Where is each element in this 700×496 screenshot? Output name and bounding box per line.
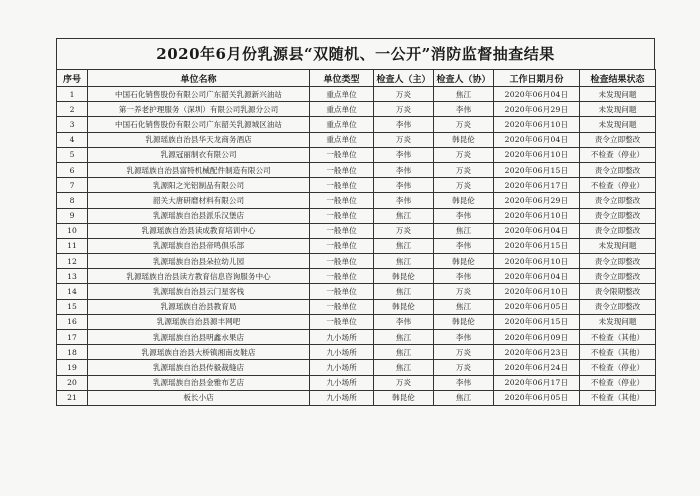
cell-work-date: 2020年06月23日	[494, 345, 580, 360]
cell-unit-name: 乳源瑶族自治县派乐汉堡店	[88, 208, 310, 223]
cell-unit-name: 板长小店	[88, 390, 310, 405]
cell-result-status: 不检查（停业）	[580, 178, 656, 193]
cell-unit-name: 乳源瑶族自治县帝鸣俱乐部	[88, 238, 310, 253]
cell-inspector-assist: 李伟	[434, 238, 494, 253]
cell-index: 21	[57, 390, 88, 405]
cell-work-date: 2020年06月17日	[494, 375, 580, 390]
cell-inspector-assist: 韩昆伦	[434, 254, 494, 269]
cell-result-status: 未发现问题	[580, 102, 656, 117]
table-row	[57, 375, 656, 390]
cell-result-status: 不检查（停业）	[580, 375, 656, 390]
cell-unit-name: 乳源瑶族自治县教育局	[88, 299, 310, 314]
cell-unit-name: 中国石化销售股份有限公司广东韶关乳源城区油站	[88, 117, 310, 132]
cell-index: 2	[57, 102, 88, 117]
cell-index: 20	[57, 375, 88, 390]
cell-work-date: 2020年06月04日	[494, 223, 580, 238]
cell-unit-name: 乳源瑶族自治县读成教育培训中心	[88, 223, 310, 238]
cell-result-status: 责令立即整改	[580, 162, 656, 177]
cell-unit-type: 重点单位	[310, 87, 374, 102]
cell-index: 6	[57, 162, 88, 177]
cell-result-status: 未发现问题	[580, 87, 656, 102]
cell-inspector-assist: 万炎	[434, 284, 494, 299]
cell-inspector-main: 李伟	[374, 178, 434, 193]
header-index: 序号	[57, 70, 88, 87]
table-row	[57, 87, 656, 102]
cell-unit-name: 乳源瑶族自治县富特机械配件制造有限公司	[88, 162, 310, 177]
cell-inspector-main: 李伟	[374, 314, 434, 329]
cell-result-status: 责令立即整改	[580, 269, 656, 284]
table-row	[57, 330, 656, 345]
cell-unit-name: 乳源冠丽制衣有限公司	[88, 147, 310, 162]
table-row	[57, 269, 656, 284]
cell-index: 12	[57, 254, 88, 269]
table-row	[57, 193, 656, 208]
table-row	[57, 132, 656, 147]
cell-work-date: 2020年06月15日	[494, 314, 580, 329]
header-result-status: 检查结果状态	[580, 70, 656, 87]
table-header-row	[57, 70, 656, 87]
table-row	[57, 162, 656, 177]
cell-unit-type: 九小场所	[310, 375, 374, 390]
table-row	[57, 147, 656, 162]
cell-unit-name: 乳源瑶族自治县源丰网吧	[88, 314, 310, 329]
cell-inspector-main: 韩昆伦	[374, 269, 434, 284]
table-row	[57, 102, 656, 117]
cell-inspector-main: 韩昆伦	[374, 299, 434, 314]
cell-unit-type: 一般单位	[310, 162, 374, 177]
cell-work-date: 2020年06月04日	[494, 132, 580, 147]
cell-index: 14	[57, 284, 88, 299]
cell-inspector-main: 焦江	[374, 238, 434, 253]
cell-inspector-main: 焦江	[374, 330, 434, 345]
inspection-table	[56, 69, 656, 406]
cell-inspector-assist: 万炎	[434, 178, 494, 193]
cell-work-date: 2020年06月04日	[494, 269, 580, 284]
cell-unit-type: 一般单位	[310, 238, 374, 253]
cell-unit-type: 重点单位	[310, 117, 374, 132]
cell-unit-name: 乳源瑶族自治县明鑫水果店	[88, 330, 310, 345]
cell-unit-type: 一般单位	[310, 254, 374, 269]
cell-unit-type: 重点单位	[310, 102, 374, 117]
cell-unit-name: 乳源瑶族自治县大桥镇湘南皮鞋店	[88, 345, 310, 360]
cell-unit-type: 一般单位	[310, 284, 374, 299]
cell-inspector-assist: 万炎	[434, 360, 494, 375]
cell-inspector-main: 李伟	[374, 162, 434, 177]
table-row	[57, 223, 656, 238]
cell-inspector-assist: 焦江	[434, 390, 494, 405]
cell-unit-type: 一般单位	[310, 223, 374, 238]
table-row	[57, 314, 656, 329]
cell-unit-type: 一般单位	[310, 147, 374, 162]
cell-inspector-assist: 万炎	[434, 117, 494, 132]
cell-work-date: 2020年06月10日	[494, 147, 580, 162]
table-row	[57, 254, 656, 269]
table-row	[57, 299, 656, 314]
cell-index: 13	[57, 269, 88, 284]
cell-work-date: 2020年06月09日	[494, 330, 580, 345]
cell-index: 5	[57, 147, 88, 162]
inspection-results-sheet	[56, 38, 655, 406]
cell-work-date: 2020年06月29日	[494, 102, 580, 117]
cell-inspector-assist: 焦江	[434, 299, 494, 314]
cell-inspector-main: 万炎	[374, 87, 434, 102]
cell-result-status: 责令立即整改	[580, 299, 656, 314]
table-row	[57, 390, 656, 405]
cell-work-date: 2020年06月15日	[494, 162, 580, 177]
cell-result-status: 不检查（其他）	[580, 390, 656, 405]
table-row	[57, 284, 656, 299]
cell-index: 17	[57, 330, 88, 345]
cell-inspector-main: 韩昆伦	[374, 390, 434, 405]
cell-result-status: 未发现问题	[580, 314, 656, 329]
cell-inspector-main: 万炎	[374, 102, 434, 117]
cell-inspector-main: 李伟	[374, 117, 434, 132]
cell-result-status: 未发现问题	[580, 238, 656, 253]
cell-result-status: 责令立即整改	[580, 223, 656, 238]
cell-result-status: 责令立即整改	[580, 132, 656, 147]
cell-index: 10	[57, 223, 88, 238]
cell-unit-name: 第一养老护理服务（深圳）有限公司乳源分公司	[88, 102, 310, 117]
cell-index: 3	[57, 117, 88, 132]
cell-inspector-assist: 万炎	[434, 147, 494, 162]
cell-index: 8	[57, 193, 88, 208]
table-row	[57, 345, 656, 360]
cell-inspector-assist: 韩昆伦	[434, 193, 494, 208]
cell-result-status: 不检查（停业）	[580, 360, 656, 375]
table-row	[57, 238, 656, 253]
cell-work-date: 2020年06月05日	[494, 299, 580, 314]
cell-unit-type: 九小场所	[310, 390, 374, 405]
cell-work-date: 2020年06月10日	[494, 284, 580, 299]
cell-inspector-assist: 韩昆伦	[434, 314, 494, 329]
table-body	[57, 87, 656, 406]
cell-unit-name: 中国石化销售股份有限公司广东韶关乳源新兴油站	[88, 87, 310, 102]
document-title: 2020年6月份乳源县“双随机、一公开”消防监督抽查结果	[56, 38, 655, 69]
cell-inspector-main: 李伟	[374, 193, 434, 208]
cell-result-status: 责令限期整改	[580, 284, 656, 299]
cell-work-date: 2020年06月10日	[494, 208, 580, 223]
cell-unit-type: 一般单位	[310, 314, 374, 329]
cell-inspector-assist: 李伟	[434, 330, 494, 345]
cell-index: 7	[57, 178, 88, 193]
cell-unit-name: 乳源阳之光铝制品有限公司	[88, 178, 310, 193]
cell-index: 15	[57, 299, 88, 314]
cell-unit-name: 乳源瑶族自治县传毅裁缝店	[88, 360, 310, 375]
cell-result-status: 责令立即整改	[580, 193, 656, 208]
cell-unit-name: 乳源瑶族自治县朵拉幼儿园	[88, 254, 310, 269]
cell-result-status: 责令立即整改	[580, 208, 656, 223]
cell-unit-type: 九小场所	[310, 330, 374, 345]
cell-work-date: 2020年06月10日	[494, 117, 580, 132]
header-inspector-assist: 检查人（协）	[434, 70, 494, 87]
cell-unit-name: 乳源瑶族自治县读方教育信息咨询服务中心	[88, 269, 310, 284]
cell-unit-name: 乳源瑶族自治县华天龙商务酒店	[88, 132, 310, 147]
header-work-date: 工作日期月份	[494, 70, 580, 87]
cell-index: 18	[57, 345, 88, 360]
table-row	[57, 208, 656, 223]
cell-unit-name: 乳源瑶族自治县云门星客栈	[88, 284, 310, 299]
cell-work-date: 2020年06月24日	[494, 360, 580, 375]
cell-inspector-main: 焦江	[374, 254, 434, 269]
cell-inspector-main: 万炎	[374, 132, 434, 147]
cell-work-date: 2020年06月10日	[494, 254, 580, 269]
cell-index: 9	[57, 208, 88, 223]
cell-unit-type: 九小场所	[310, 345, 374, 360]
cell-result-status: 不检查（停业）	[580, 147, 656, 162]
cell-inspector-main: 焦江	[374, 208, 434, 223]
cell-inspector-main: 焦江	[374, 360, 434, 375]
cell-unit-type: 一般单位	[310, 178, 374, 193]
header-inspector-main: 检查人（主）	[374, 70, 434, 87]
cell-result-status: 不检查（其他）	[580, 330, 656, 345]
table-row	[57, 178, 656, 193]
cell-index: 19	[57, 360, 88, 375]
cell-unit-name: 韶关大唐研磨材料有限公司	[88, 193, 310, 208]
cell-unit-type: 一般单位	[310, 269, 374, 284]
cell-unit-type: 一般单位	[310, 193, 374, 208]
cell-unit-type: 九小场所	[310, 360, 374, 375]
cell-result-status: 不检查（其他）	[580, 345, 656, 360]
cell-inspector-assist: 焦江	[434, 87, 494, 102]
cell-work-date: 2020年06月04日	[494, 87, 580, 102]
cell-inspector-main: 李伟	[374, 147, 434, 162]
header-unit-name: 单位名称	[88, 70, 310, 87]
table-row	[57, 117, 656, 132]
cell-unit-type: 重点单位	[310, 132, 374, 147]
header-unit-type: 单位类型	[310, 70, 374, 87]
cell-work-date: 2020年06月15日	[494, 238, 580, 253]
cell-inspector-assist: 李伟	[434, 102, 494, 117]
cell-work-date: 2020年06月29日	[494, 193, 580, 208]
cell-inspector-main: 万炎	[374, 223, 434, 238]
cell-inspector-assist: 李伟	[434, 269, 494, 284]
cell-inspector-main: 万炎	[374, 375, 434, 390]
cell-inspector-assist: 韩昆伦	[434, 132, 494, 147]
cell-unit-name: 乳源瑶族自治县金雅布艺店	[88, 375, 310, 390]
cell-unit-type: 一般单位	[310, 299, 374, 314]
cell-index: 4	[57, 132, 88, 147]
cell-index: 11	[57, 238, 88, 253]
cell-index: 16	[57, 314, 88, 329]
cell-inspector-assist: 焦江	[434, 223, 494, 238]
cell-inspector-assist: 万炎	[434, 162, 494, 177]
cell-inspector-assist: 李伟	[434, 208, 494, 223]
cell-inspector-assist: 李伟	[434, 375, 494, 390]
cell-inspector-main: 焦江	[374, 345, 434, 360]
table-row	[57, 360, 656, 375]
cell-inspector-main: 焦江	[374, 284, 434, 299]
cell-inspector-assist: 万炎	[434, 345, 494, 360]
cell-unit-type: 一般单位	[310, 208, 374, 223]
cell-work-date: 2020年06月05日	[494, 390, 580, 405]
cell-result-status: 责令立即整改	[580, 254, 656, 269]
cell-result-status: 未发现问题	[580, 117, 656, 132]
cell-index: 1	[57, 87, 88, 102]
cell-work-date: 2020年06月17日	[494, 178, 580, 193]
